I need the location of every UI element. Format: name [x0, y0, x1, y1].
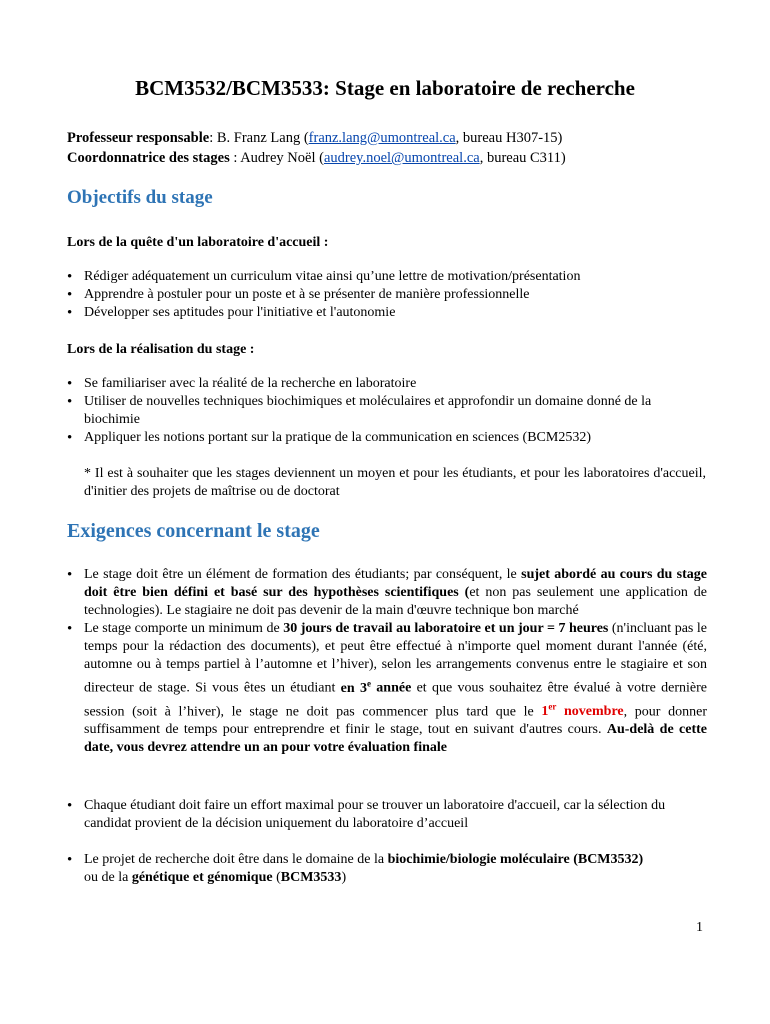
- professor-office: , bureau H307-15): [455, 130, 563, 146]
- exigence-2-text-i: , pour donner suffisamment de temps pour entreprendre et finir le stage, tout en suivant d'autres cours.: [84, 704, 707, 738]
- exigence-1-text-b: sujet abordé au cours du stage doit être bien défini et basé sur des hypothèses scientifiques (: [84, 567, 707, 600]
- exigences-list-c: [67, 851, 707, 887]
- objectifs-note: * Il est à souhaiter que les stages deviennent un moyen et pour les étudiants, et pour les laboratoires d'accueil, d'initier des projets de maîtrise ou de doctorat: [84, 466, 706, 499]
- exigence-item-3: • Chaque étudiant doit faire un effort maximal pour se trouver un laboratoire d'accueil, car la sélection du candidat provient de la décision uniquement du laboratoire d’accueil: [67, 797, 707, 833]
- exigence-2-text-c: (n'incluant pas le temps pour la rédaction des documents), et peut être effectué à n'importe quel moment durant l'année (été, automne ou à temps partiel à l’automne et l’hiver), selon les arrangements convenus entre le stagiaire et son directeur de stage. Si vous êtes un étudiant: [84, 621, 707, 696]
- professor-label: Professeur responsable: [67, 130, 210, 146]
- coordinator-office: , bureau C311): [479, 150, 566, 166]
- list-item: • Développer ses aptitudes pour l'initiative et l'autonomie: [67, 304, 707, 322]
- exigences-list-b: [67, 797, 707, 833]
- exigence-2-text-f: et que vous souhaitez être évalué à votre dernière session (soit à l’hiver), le stage ne doit pas commencer plus tard que le: [84, 680, 708, 720]
- exigence-2-text-b: 30 jours de travail au laboratoire et un jour = 7 heures: [283, 621, 609, 636]
- exigence-4-text-e: (: [272, 870, 281, 885]
- objectifs-subheading-1: Lors de la quête d'un laboratoire d'accueil :: [67, 235, 329, 250]
- exigence-item-1: [67, 566, 707, 620]
- exigence-4-text-d: génétique et génomique: [131, 870, 273, 885]
- exigence-item-2: [67, 620, 707, 757]
- professor-email-link[interactable]: franz.lang@umontreal.ca: [308, 130, 456, 146]
- professor-line: [67, 128, 562, 148]
- exigence-2-text-d: en 3e: [340, 678, 371, 696]
- professor-name: : B. Franz Lang (: [209, 130, 309, 146]
- coordinator-label: Coordonnatrice des stages: [67, 150, 230, 166]
- list-item: • Utiliser de nouvelles techniques biochimiques et moléculaires et approfondir un domaine donné de la biochimie: [67, 393, 707, 429]
- exigence-4-text-c: ou de la: [84, 870, 132, 885]
- exigence-4-text-f: BCM3533: [280, 870, 342, 885]
- exigence-4-text-a: Le projet de recherche doit être dans le domaine de la: [84, 852, 388, 867]
- exigence-2-text-j: Au-delà de cette date, vous devrez attendre un an pour votre évaluation finale: [84, 722, 707, 756]
- objectifs-list-2: [67, 375, 707, 447]
- exigence-4-text-g: ): [341, 870, 347, 885]
- coordinator-name: : Audrey Noël (: [229, 150, 324, 166]
- objectifs-subheading-2: Lors de la réalisation du stage :: [67, 342, 255, 357]
- exigences-list-a: [67, 566, 707, 757]
- page-number: 1: [696, 920, 703, 935]
- list-item: • Rédiger adéquatement un curriculum vitae ainsi qu’une lettre de motivation/présentation: [67, 268, 707, 286]
- exigences-heading: Exigences concernant le stage: [67, 520, 320, 542]
- exigence-2-date: 1er novembre: [541, 701, 624, 720]
- exigence-2-text-e: année: [376, 680, 412, 696]
- exigence-1-text-a: Le stage doit être un élément de formation des étudiants; par conséquent, le: [84, 567, 522, 582]
- coordinator-line: [67, 148, 566, 168]
- coordinator-email-link[interactable]: audrey.noel@umontreal.ca: [323, 150, 480, 166]
- exigence-4-text-b: biochimie/biologie moléculaire (BCM3532): [387, 852, 644, 867]
- objectifs-heading: Objectifs du stage: [67, 187, 213, 208]
- exigence-item-4: [67, 851, 707, 887]
- exigence-1-text-c: et non pas seulement une application de technologies). Le stagiaire ne doit pas devenir de la main d'œuvre technique bon marché: [84, 585, 708, 618]
- list-item: • Se familiariser avec la réalité de la recherche en laboratoire: [67, 375, 707, 393]
- list-item: • Apprendre à postuler pour un poste et à se présenter de manière professionnelle: [67, 286, 707, 304]
- list-item: • Appliquer les notions portant sur la pratique de la communication en sciences (BCM2532): [67, 429, 707, 447]
- page-title: BCM3532/BCM3533: Stage en laboratoire de recherche: [135, 76, 635, 100]
- exigence-2-text-a: Le stage comporte un minimum de: [84, 621, 284, 636]
- objectifs-list-1: [67, 268, 707, 322]
